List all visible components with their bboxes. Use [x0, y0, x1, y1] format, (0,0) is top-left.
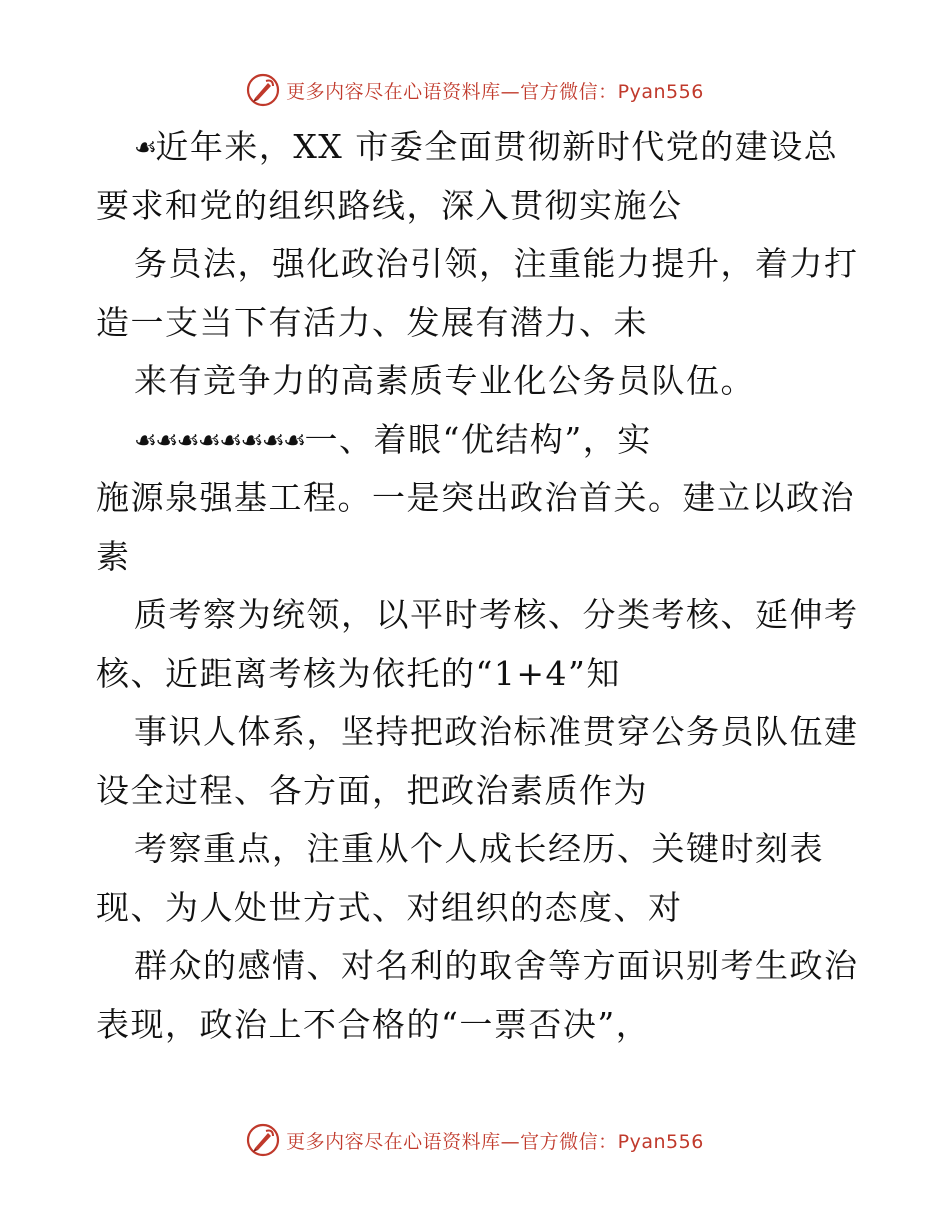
text-line: 表现，政治上不合格的“一票否决”， — [96, 1004, 651, 1044]
text-line: 来有竞争力的高素质专业化公务员队伍。 — [134, 361, 755, 400]
text-line: 事识人体系，坚持把政治标准贯穿公务员队伍建 — [134, 712, 859, 751]
text-line: 核、近距离考核为依托的“1+4”知 — [96, 653, 621, 693]
watermark-contact: 官方微信：Pyan556 — [520, 80, 704, 103]
text-line: 设全过程、各方面，把政治素质作为 — [96, 770, 648, 810]
text-line: 现、为人处世方式、对组织的态度、对 — [96, 887, 683, 927]
watermark-header — [0, 70, 950, 110]
text-line: ☙☙☙☙☙☙☙☙一、着眼“优结构”，实 — [96, 411, 856, 470]
text-line: 群众的感情、对名利的取舍等方面识别考生政治 — [134, 946, 859, 985]
watermark-title: 更多内容尽在心语资料库 — [286, 80, 501, 103]
text-line: 要求和党的组织路线，深入贯彻实施公 — [96, 185, 683, 225]
watermark-separator: — — [500, 80, 521, 103]
watermark-footer — [0, 1120, 950, 1160]
fleuron-icon: ☙ — [134, 133, 156, 163]
text-line: 务员法，强化政治引领，注重能力提升，着力打 — [134, 244, 859, 283]
watermark-title: 更多内容尽在心语资料库 — [286, 1130, 501, 1153]
text-line: 考察重点，注重从个人成长经历、关键时刻表 — [134, 829, 824, 868]
text-line: ☙近年来，XX 市委全面贯彻新时代党的建设总 — [96, 118, 856, 177]
fleuron-row-icon: ☙☙☙☙☙☙☙☙ — [134, 425, 305, 456]
watermark-separator: — — [500, 1130, 521, 1153]
text-line: 造一支当下有活力、发展有潜力、未 — [96, 302, 648, 342]
document-body — [96, 118, 859, 1054]
text-line: 施源泉强基工程。一是突出政治首关。建立以政治 — [96, 478, 855, 517]
text-line: 质考察为统领，以平时考核、分类考核、延伸考 — [134, 595, 859, 634]
text-line: 素 — [96, 536, 131, 576]
pen-logo-icon — [246, 73, 280, 107]
watermark-contact: 官方微信：Pyan556 — [520, 1130, 704, 1153]
pen-logo-icon — [246, 1123, 280, 1157]
